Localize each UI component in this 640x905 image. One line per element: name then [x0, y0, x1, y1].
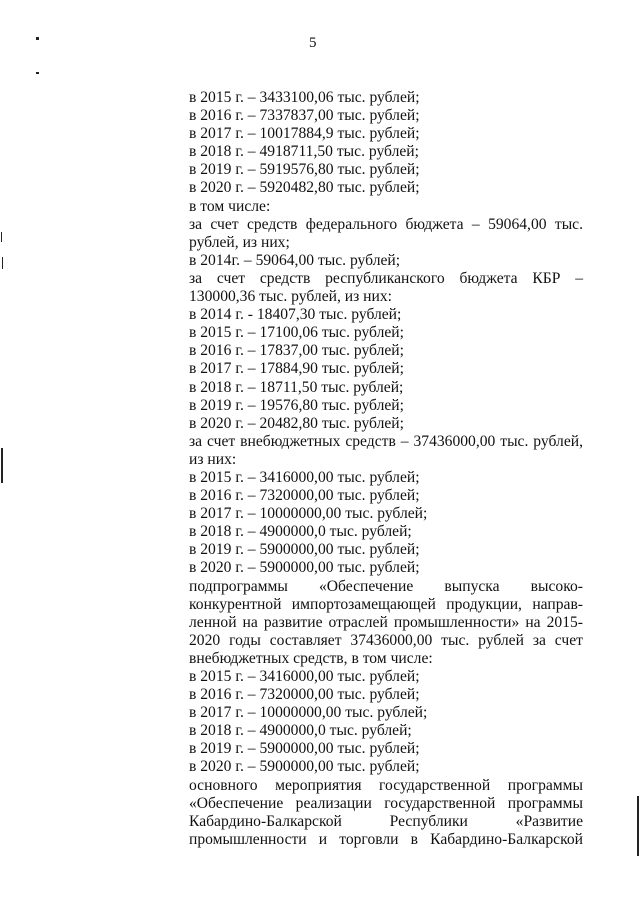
text-line: внебюджетных средств, в том числе:	[189, 649, 433, 667]
text-line: в 2015 г. – 17100,06 тыс. рублей;	[189, 324, 404, 342]
scan-mark	[1, 448, 3, 483]
page-number: 5	[309, 35, 317, 51]
document-body	[189, 89, 583, 849]
text-line: за счет средств республиканского бюджета КБР –	[189, 269, 583, 287]
text-line: конкурентной импортозамещающей продукции, направ-	[189, 595, 583, 613]
text-line: за счет средств федерального бюджета – 59064,00 тыс.	[189, 215, 583, 233]
text-line: в том числе:	[189, 197, 271, 215]
text-line: в 2015 г. – 3433100,06 тыс. рублей;	[189, 89, 420, 106]
scan-mark	[2, 257, 3, 269]
text-line: в 2015 г. – 3416000,00 тыс. рублей;	[189, 668, 420, 685]
text-line: в 2016 г. – 17837,00 тыс. рублей;	[189, 342, 404, 360]
text-line: в 2015 г. – 3416000,00 тыс. рублей;	[189, 468, 420, 486]
scan-mark	[1, 232, 2, 242]
text-line: в 2014г. – 59064,00 тыс. рублей;	[189, 251, 401, 269]
text-line: в 2020 г. – 5900000,00 тыс. рублей;	[189, 758, 420, 776]
text-line: промышленности и торговли в Кабардино-Балкарской	[189, 830, 583, 848]
text-line: подпрограммы «Обеспечение выпуска высоко-	[189, 577, 583, 595]
text-line: в 2018 г. – 4900000,0 тыс. рублей;	[189, 722, 412, 740]
text-line: в 2016 г. – 7320000,00 тыс. рублей;	[189, 487, 420, 505]
text-line: в 2017 г. – 10000000,00 тыс. рублей;	[189, 505, 428, 523]
text-line: в 2018 г. – 4918711,50 тыс. рублей;	[189, 143, 419, 161]
text-line: ленной на развитие отраслей промышленности» на 2015-	[189, 613, 583, 631]
text-line: в 2017 г. – 10017884,9 тыс. рублей;	[189, 125, 420, 143]
text-line: в 2014 г. - 18407,30 тыс. рублей;	[189, 306, 402, 324]
text-line: за счет внебюджетных средств – 37436000,00 тыс. рублей,	[189, 432, 583, 450]
text-line: в 2020 г. – 5920482,80 тыс. рублей;	[189, 179, 420, 197]
text-line: в 2016 г. – 7320000,00 тыс. рублей;	[189, 686, 420, 704]
text-line: в 2016 г. – 7337837,00 тыс. рублей;	[189, 107, 420, 125]
text-line: в 2019 г. – 19576,80 тыс. рублей;	[189, 396, 404, 414]
text-line: из них:	[189, 450, 237, 468]
text-line: Кабардино-Балкарской Республики «Развитие	[189, 812, 583, 830]
text-line: 2020 годы составляет 37436000,00 тыс. рублей за счет	[189, 631, 583, 649]
text-line: 130000,36 тыс. рублей, из них:	[189, 288, 392, 306]
text-line: в 2017 г. – 10000000,00 тыс. рублей;	[189, 704, 428, 722]
text-line: в 2019 г. – 5900000,00 тыс. рублей;	[189, 740, 420, 758]
text-line: в 2019 г. – 5919576,80 тыс. рублей;	[189, 161, 420, 179]
text-line: «Обеспечение реализации государственной программы	[189, 794, 583, 812]
text-line: рублей, из них;	[189, 233, 290, 251]
text-line: основного мероприятия государственной программы	[189, 776, 583, 794]
text-line: в 2020 г. – 5900000,00 тыс. рублей;	[189, 559, 420, 577]
text-line: в 2019 г. – 5900000,00 тыс. рублей;	[189, 541, 420, 559]
scan-mark	[36, 37, 39, 40]
text-line: в 2020 г. – 20482,80 тыс. рублей;	[189, 414, 404, 432]
scan-mark	[637, 796, 639, 856]
text-line: в 2018 г. – 4900000,0 тыс. рублей;	[189, 523, 412, 541]
scan-mark	[36, 72, 39, 74]
text-line: в 2018 г. – 18711,50 тыс. рублей;	[189, 378, 404, 396]
text-line: в 2017 г. – 17884,90 тыс. рублей;	[189, 360, 404, 378]
